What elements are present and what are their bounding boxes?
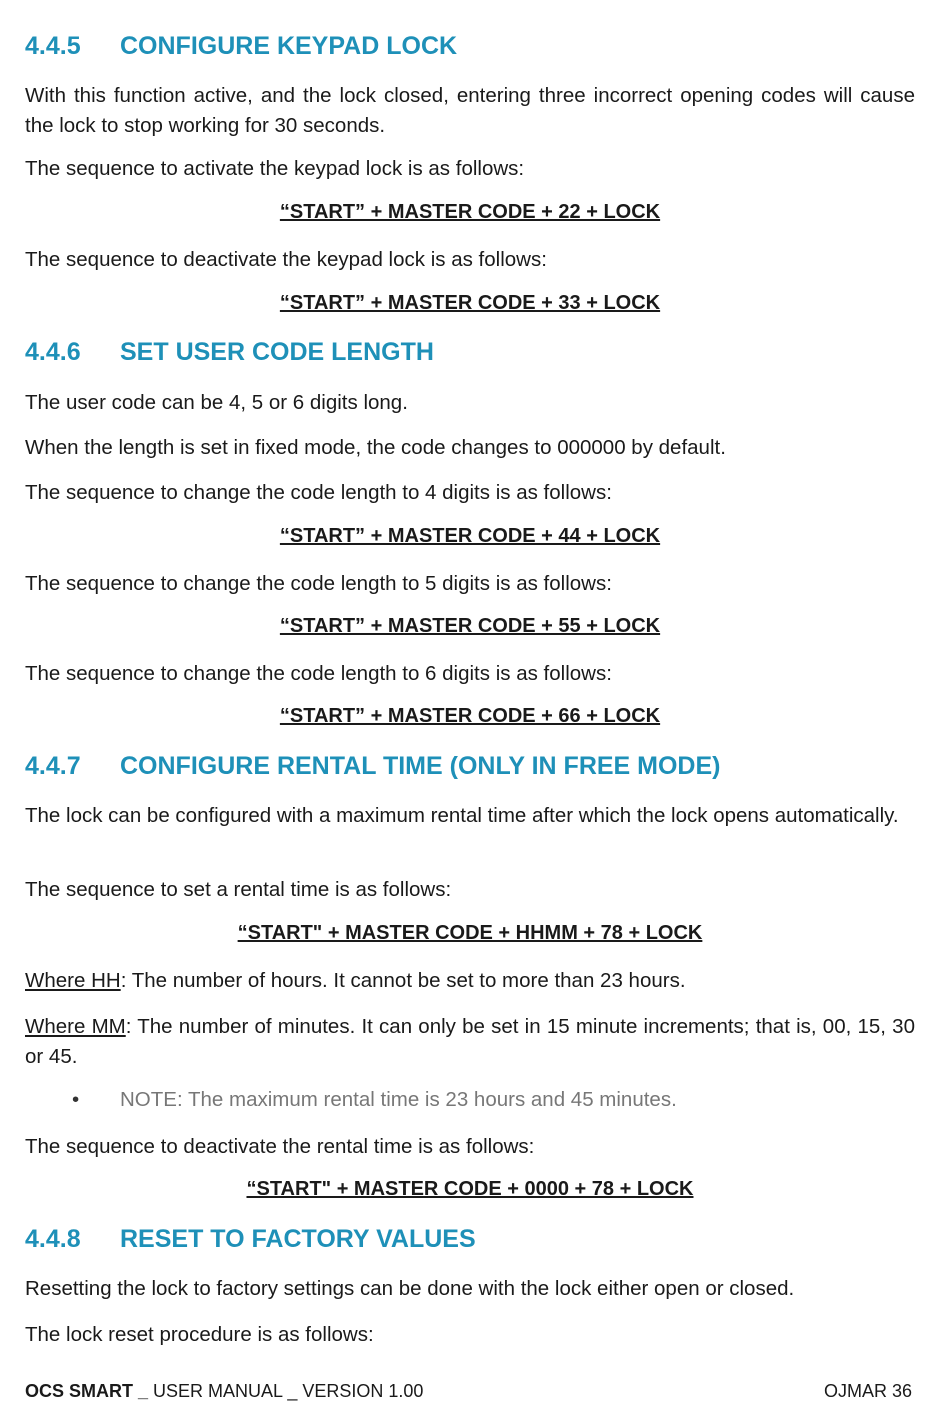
note-item [25,1088,915,1118]
code-sequence: “START” + MASTER CODE + 33 + LOCK [279,292,661,314]
paragraph: The sequence to deactivate the rental time is as follows: [25,1135,535,1158]
section-title: SET USER CODE LENGTH [120,338,434,366]
section-heading-4-4-8 [25,1225,476,1254]
code-sequence: “START” + MASTER CODE + 55 + LOCK [279,615,661,637]
definition-term: Where HH [25,969,121,992]
definition-mm [25,1012,915,1071]
footer-page-number: OJMAR 36 [823,1381,912,1401]
paragraph: The user code can be 4, 5 or 6 digits long. [25,391,408,414]
paragraph: The sequence to change the code length to 4 digits is as follows: [25,481,612,504]
footer-doc: USER MANUAL _ VERSION 1.00 [148,1381,424,1401]
definition-text: : The number of hours. It cannot be set to more than 23 hours. [120,969,686,992]
paragraph: With this function active, and the lock closed, entering three incorrect opening codes will cause the lock to stop working for 30 seconds. [25,84,915,137]
note-text: NOTE: The maximum rental time is 23 hours and 45 minutes. [120,1088,677,1111]
section-heading-4-4-7 [25,752,721,781]
definition-hh [25,966,915,996]
paragraph: The sequence to activate the keypad lock is as follows: [25,157,525,180]
paragraph: The sequence to change the code length to 6 digits is as follows: [25,662,612,685]
code-sequence: “START” + MASTER CODE + 66 + LOCK [279,705,661,727]
section-title: CONFIGURE KEYPAD LOCK [120,32,458,60]
code-sequence: “START” + MASTER CODE + 22 + LOCK [279,201,661,223]
footer-product: OCS SMART _ [25,1381,149,1401]
paragraph: The sequence to change the code length to 5 digits is as follows: [25,572,612,595]
paragraph: The sequence to set a rental time is as follows: [25,878,452,901]
section-title: CONFIGURE RENTAL TIME (ONLY IN FREE MODE) [120,752,721,780]
paragraph: The lock can be configured with a maximum rental time after which the lock opens automatically. [25,804,899,827]
definition-term: Where MM [25,1015,126,1038]
paragraph: Resetting the lock to factory settings can be done with the lock either open or closed. [25,1277,795,1300]
section-number: 4.4.6 [25,338,81,366]
paragraph: The sequence to deactivate the keypad lock is as follows: [25,248,547,271]
code-sequence: “START" + MASTER CODE + 0000 + 78 + LOCK [246,1178,694,1200]
section-heading-4-4-5 [25,32,457,61]
section-title: RESET TO FACTORY VALUES [120,1225,476,1253]
paragraph: When the length is set in fixed mode, the code changes to 000000 by default. [25,436,726,459]
footer-left [25,1381,423,1402]
section-number: 4.4.8 [25,1225,81,1253]
section-number: 4.4.5 [25,32,81,60]
definition-text: : The number of minutes. It can only be set in 15 minute increments; that is, 00, 15, 30 or 45. [25,1015,915,1068]
section-number: 4.4.7 [25,752,81,780]
section-heading-4-4-6 [25,338,434,367]
code-sequence: “START" + MASTER CODE + HHMM + 78 + LOCK [237,922,703,944]
paragraph: The lock reset procedure is as follows: [25,1323,374,1346]
code-sequence: “START” + MASTER CODE + 44 + LOCK [279,525,661,547]
bullet-icon: • [72,1088,80,1111]
